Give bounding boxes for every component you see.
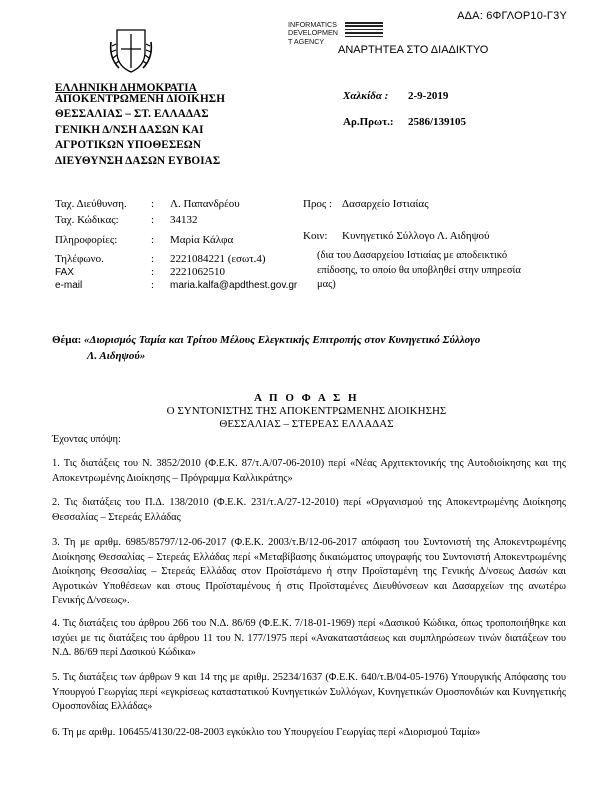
posting-notice: ΑΝΑΡΤΗΤΕΑ ΣΤΟ ΔΙΑΔΙΚΤΥΟ	[338, 44, 489, 56]
date-block	[343, 83, 466, 135]
protocol-number: 2586/139105	[408, 116, 467, 128]
recipient-cc: Κυνηγετικό Σύλλογο Λ. Αιδηψού	[342, 230, 490, 242]
clause-paragraph: 2. Τις διατάξεις του Π.Δ. 138/2010 (Φ.Ε.Κ. 231/τ.Α/27-12-2010) περί «Οργανισμού της Αποκεντρωμένης Διοίκησης Θεσσαλίας – Στερεάς Ελλάδας	[52, 497, 566, 523]
clause-paragraph: 3. Τη με αριθμ. 6985/85797/12-06-2017 (Φ.Ε.Κ. 2003/τ.Β/12-06-2017 απόφαση του Συντονιστή της Αποκεντρωμένης Διοίκησης Θεσσαλίας – Στερεάς Ελλάδας περί «Μεταβίβασης δικαιώματος υπογραφής του Συντονιστή Αποκεντρωμένης Διοίκησης Θεσσαλίας – Στερεάς Ελλάδας στον Προϊστάμενο ή στην Προϊσταμένη της Γενικής Δ/νσεως Δασών και Αγροτικών Υποθέσεων και στους Προϊσταμένους ή στις Προϊσταμένες Διευθύνσεων και Δασαρχείων της ανωτέρω Γενικής Δ/νσεως».	[52, 537, 566, 606]
contact-block: Ταχ. Διεύθυνση. : Λ. Παπανδρέου Ταχ. Κώδικας: : 34132 Πληροφορίες: : Μαρία Κάλφα Τηλέφωνο. : 2221084221 (εσωτ.4) FAX : 2221062510 e-mail : maria.kalfa@apdthest.gov.gr	[55, 198, 298, 291]
greek-emblem-icon	[107, 22, 155, 78]
email-link[interactable]: maria.kalfa@apdthest.gov.gr	[170, 280, 298, 291]
subject-line: Θέμα: «Διορισμός Ταμία και Τρίτου Μέλους Ελεγκτικής Επιτροπής στον Κυνηγετικό Σύλλογο Λ. Αιδηψού»	[52, 334, 481, 362]
ministry-heading: ΕΛΛΗΝΙΚΗ ΔΗΜΟΚΡΑΤΙΑ ΑΠΟΚΕΝΤΡΩΜΕΝΗ ΔΙΟΙΚΗΣΗ ΘΕΣΣΑΛΙΑΣ – ΣΤ. ΕΛΛΑΔΑΣ ΓΕΝΙΚΗ Δ/ΝΣΗ ΔΑΣΩΝ ΚΑΙ ΑΓΡΟΤΙΚΩΝ ΥΠΟΘΕΣΕΩΝ ΔΙΕΥΘΥΝΣΗ ΔΑΣΩΝ ΕΥΒΟΙΑΣ	[55, 82, 226, 167]
clause-paragraph: 6. Τη με αριθμ. 106455/4130/22-08-2003 εγκύκλιο του Υπουργείου Γεωργίας περί «Διορισμού Ταμία»	[52, 727, 481, 738]
clause-paragraph: 5. Τις διατάξεις των άρθρων 9 και 14 της με αριθμ. 25234/1637 (Φ.Ε.Κ. 640/τ.Β/04-05-1976) Υπουργικής Απόφασης του Υπουργού Γεωργίας περί «εγκρίσεως καταστατικού Κυνηγετικών Συλλόγων, Κυνηγετικών Ομοσπονδιών και Κυνηγετικής Ομοσπονδίας Ελλάδας»	[52, 672, 566, 712]
decision-title: Α Π Ο Φ Α Σ Η Ο ΣΥΝΤΟΝΙΣΤΗΣ ΤΗΣ ΑΠΟΚΕΝΤΡΩΜΕΝΗΣ ΔΙΟΙΚΗΣΗΣ ΘΕΣΣΑΛΙΑΣ – ΣΤΕΡΕΑΣ ΕΛΛΑΔΑΣ	[166, 392, 447, 430]
clause-paragraph: 4. Τις διατάξεις του άρθρου 266 του Ν.Δ. 86/69 (Φ.Ε.Κ. 7/18-01-1969) περί «Δασικού Κώδικα, όπως τροποποιήθηκε και ισχύει με τις διατάξεις του άρθρου 11 του Ν. 177/1975 περί «Ανακαταστάσεως και συμπληρώσεων τινών διατάξεων του Ν.Δ. 86/69 περί Δασικού Κώδικα»	[52, 618, 566, 658]
clause-paragraph: 1. Τις διατάξεις του Ν. 3852/2010 (Φ.Ε.Κ. 87/τ.Α/07-06-2010) περί «Νέας Αρχιτεκτονικής της Αυτοδιοίκησης και της Αποκεντρωμένης Διοίκησης – Πρόγραμμα Καλλικράτης»	[52, 458, 566, 484]
recipients-block: Προς : Δασαρχείο Ιστιαίας Κοιν: Κυνηγετικό Σύλλογο Λ. Αιδηψού	[303, 198, 490, 242]
document-date: 2-9-2019	[408, 90, 449, 102]
ada-code: ΑΔΑ: 6ΦΓΛΟΡ10-Γ3Υ	[457, 10, 567, 22]
agency-logo-text: INFORMATICS DEVELOPMEN T AGENCY	[288, 20, 338, 46]
delivery-note: (δια του Δασαρχείου Ιστιαίας με αποδεικτικό επίδοσης, το οποίο θα υποβληθεί στην υπηρεσία μας)	[317, 250, 521, 290]
considering-label: Έχοντας υπόψη:	[52, 434, 121, 445]
agency-logo-lines	[345, 22, 383, 39]
recipient-primary: Δασαρχείο Ιστιαίας	[342, 198, 429, 210]
protocol-label: Αρ.Πρωτ.:	[343, 116, 394, 128]
date-label: Χαλκίδα :	[343, 90, 389, 102]
